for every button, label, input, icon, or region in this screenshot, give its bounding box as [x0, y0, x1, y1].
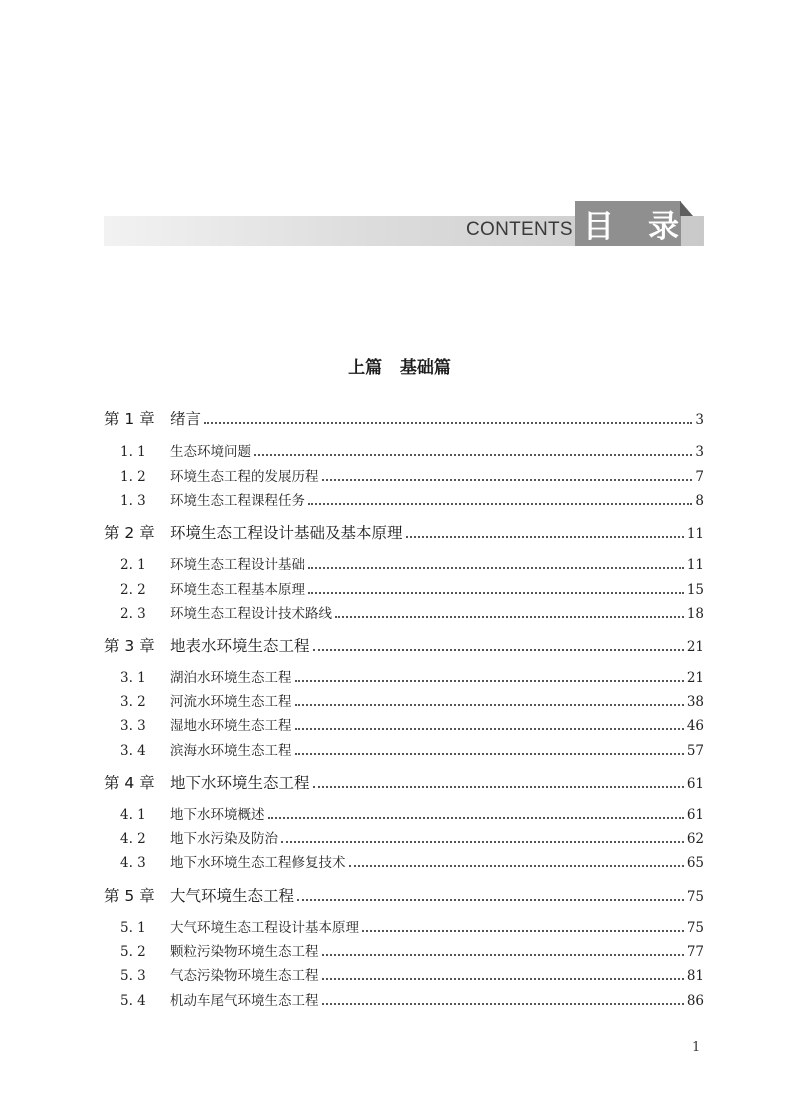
toc-title: 滨海水环境生态工程 — [170, 743, 292, 759]
leader-dots — [308, 566, 684, 569]
toc-row-section[interactable] — [104, 578, 704, 598]
toc-num: 3. 3 — [120, 718, 146, 734]
toc-num: 第 5 章 — [104, 887, 155, 905]
toc-row-section[interactable] — [104, 964, 704, 984]
toc-page: 7 — [695, 469, 704, 485]
leader-dots — [406, 535, 684, 538]
toc-title: 环境生态工程设计基础及基本原理 — [170, 524, 403, 542]
toc-row-section[interactable] — [104, 989, 704, 1009]
toc-row-chapter[interactable] — [104, 634, 704, 656]
toc-row-section[interactable] — [104, 827, 704, 847]
toc-num: 4. 2 — [120, 831, 146, 847]
leader-dots — [322, 478, 693, 481]
leader-dots — [308, 502, 692, 505]
toc-page: 3 — [695, 444, 704, 460]
leader-dots — [362, 929, 684, 932]
leader-dots — [204, 421, 692, 424]
toc-title: 地表水环境生态工程 — [170, 637, 310, 655]
toc-row-chapter[interactable] — [104, 407, 704, 429]
toc-row-section[interactable] — [104, 714, 704, 734]
toc-page: 86 — [686, 993, 704, 1009]
toc-num: 5. 2 — [120, 944, 146, 960]
toc-num: 第 4 章 — [104, 774, 155, 792]
toc-row-section[interactable] — [104, 666, 704, 686]
leader-dots — [313, 785, 684, 788]
toc-page: 57 — [686, 743, 704, 759]
toc-num: 3. 1 — [120, 670, 146, 686]
toc-num: 4. 3 — [120, 855, 146, 871]
toc-title: 颗粒污染物环境生态工程 — [170, 944, 319, 960]
toc-row-section[interactable] — [104, 803, 704, 823]
toc-row-section[interactable] — [104, 851, 704, 871]
toc-row-section[interactable] — [104, 690, 704, 710]
leader-dots — [349, 864, 684, 867]
toc-title: 机动车尾气环境生态工程 — [170, 993, 319, 1009]
toc-title: 地下水环境生态工程 — [170, 774, 310, 792]
toc-title: 环境生态工程的发展历程 — [170, 469, 319, 485]
toc-num: 1. 1 — [120, 444, 146, 460]
toc-title: 地下水环境概述 — [170, 807, 265, 823]
toc-num: 5. 3 — [120, 968, 146, 984]
toc-page: 77 — [686, 944, 704, 960]
toc-num: 2. 3 — [120, 606, 146, 622]
toc-title: 环境生态工程课程任务 — [170, 493, 305, 509]
toc-page: 38 — [686, 694, 704, 710]
toc-title: 大气环境生态工程设计基本原理 — [170, 920, 359, 936]
toc-page: 61 — [686, 776, 704, 792]
toc-title: 环境生态工程设计技术路线 — [170, 606, 332, 622]
toc-num: 1. 2 — [120, 469, 146, 485]
toc-num: 2. 2 — [120, 582, 146, 598]
toc-title: 湖泊水环境生态工程 — [170, 670, 292, 686]
toc-row-chapter[interactable] — [104, 521, 704, 543]
mulu-corner-tab — [680, 201, 693, 216]
toc-row-section[interactable] — [104, 739, 704, 759]
toc-num: 3. 4 — [120, 743, 146, 759]
toc-title: 地下水污染及防治 — [170, 831, 278, 847]
toc-row-section[interactable] — [104, 940, 704, 960]
toc-page: 11 — [686, 526, 704, 542]
toc-row-section[interactable] — [104, 465, 704, 485]
leader-dots — [295, 703, 684, 706]
toc-num: 5. 1 — [120, 920, 146, 936]
toc-title: 气态污染物环境生态工程 — [170, 968, 319, 984]
toc-row-chapter[interactable] — [104, 771, 704, 793]
toc-num: 第 1 章 — [104, 410, 155, 428]
toc-title: 环境生态工程基本原理 — [170, 582, 305, 598]
toc-page: 65 — [686, 855, 704, 871]
toc-title: 环境生态工程设计基础 — [170, 557, 305, 573]
leader-dots — [335, 615, 684, 618]
leader-dots — [308, 591, 684, 594]
contents-label: CONTENTS — [466, 219, 573, 240]
toc-title: 绪言 — [170, 410, 202, 428]
leader-dots — [295, 727, 684, 730]
toc-page: 11 — [686, 557, 704, 573]
toc-num: 第 3 章 — [104, 637, 155, 655]
toc-title: 大气环境生态工程 — [170, 887, 295, 905]
toc-page: 8 — [695, 493, 704, 509]
toc-num: 3. 2 — [120, 694, 146, 710]
mulu-char-1: 目 — [583, 208, 614, 245]
toc-page: 21 — [686, 639, 704, 655]
toc-page: 81 — [686, 968, 704, 984]
leader-dots — [322, 953, 684, 956]
toc-page: 61 — [686, 807, 704, 823]
toc-row-section[interactable] — [104, 440, 704, 460]
leader-dots — [313, 648, 684, 651]
toc-row-section[interactable] — [104, 489, 704, 509]
toc-num: 4. 1 — [120, 807, 146, 823]
toc-title: 湿地水环境生态工程 — [170, 718, 292, 734]
page-number: 1 — [692, 1040, 701, 1055]
toc-title: 地下水环境生态工程修复技术 — [170, 855, 346, 871]
leader-dots — [268, 816, 684, 819]
toc-num: 5. 4 — [120, 993, 146, 1009]
toc-page: 15 — [686, 582, 704, 598]
toc-page: 21 — [686, 670, 704, 686]
toc-page: 75 — [686, 889, 704, 905]
toc-num: 第 2 章 — [104, 524, 155, 542]
toc-page: 3 — [695, 412, 704, 428]
toc-page: 75 — [686, 920, 704, 936]
leader-dots — [295, 679, 684, 682]
leader-dots — [322, 977, 684, 980]
toc-row-chapter[interactable] — [104, 884, 704, 906]
toc-num: 2. 1 — [120, 557, 146, 573]
mulu-title — [583, 203, 679, 243]
toc-page: 46 — [686, 718, 704, 734]
part-title: 上篇 基础篇 — [348, 358, 451, 378]
mulu-char-2: 录 — [648, 208, 679, 245]
leader-dots — [254, 453, 692, 456]
toc-num: 1. 3 — [120, 493, 146, 509]
leader-dots — [297, 898, 684, 901]
leader-dots — [295, 752, 684, 755]
toc-title: 生态环境问题 — [170, 444, 251, 460]
toc-row-section[interactable] — [104, 553, 704, 573]
toc-row-section[interactable] — [104, 916, 704, 936]
leader-dots — [322, 1002, 684, 1005]
toc-title: 河流水环境生态工程 — [170, 694, 292, 710]
toc-page: 18 — [686, 606, 704, 622]
toc-page: 62 — [686, 831, 704, 847]
toc-row-section[interactable] — [104, 602, 704, 622]
leader-dots — [281, 840, 684, 843]
